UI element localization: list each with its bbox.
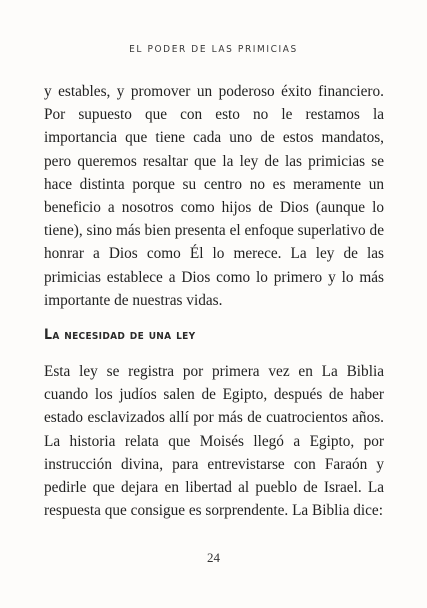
paragraph-1: y estables, y promover un poderoso éxito financiero. Por supuesto que con esto no le restamos la importancia que tiene cada uno de estos mandatos, pero queremos resaltar que la ley de las primicias se hace distinta porque su centro no es meramente un beneficio a nosotros como hijos de Dios (aunque lo tiene), sino más bien presenta el enfoque superlativo de honrar a Dios como Él lo merece. La ley de las primicias establece a Dios como lo primero y lo más importante de nuestras vidas. [44,83,384,309]
page-number: 24 [207,550,220,565]
section-heading: La necesidad de una ley [44,327,196,343]
paragraph-2: Esta ley se registra por primera vez en La Biblia cuando los judíos salen de Egipto, después de haber estado esclavizados allí por más de cuatrocientos años. La historia relata que Moisés llegó a Egipto, por instrucción divina, para entrevistarse con Faraón y pedirle que dejara en libertad al pueblo de Israel. La respuesta que consigue es sorprendente. La Biblia dice: [44,363,384,520]
running-header: EL PODER DE LAS PRIMICIAS [129,44,298,55]
